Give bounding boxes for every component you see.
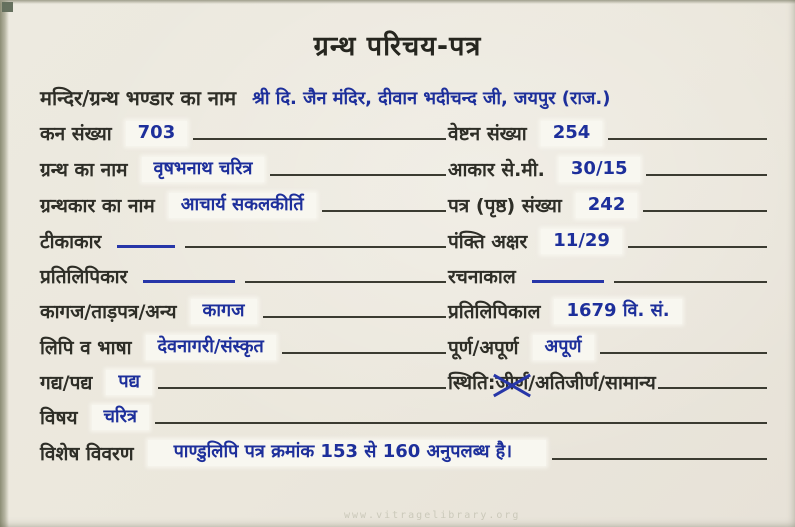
- rule-line: [155, 422, 767, 424]
- field-label-composition-date: रचनाकाल: [448, 266, 516, 289]
- field-value-script-language: देवनागरी/संस्कृत: [146, 335, 276, 361]
- field-size-cm: [448, 157, 769, 183]
- row-copyist-composition: [40, 257, 769, 289]
- blue-ink-dash: [117, 245, 175, 248]
- row-serial-bundle: [40, 114, 769, 146]
- field-commentator: [40, 232, 448, 254]
- field-label-lines-letters: पंक्ति अक्षर: [448, 231, 528, 254]
- rule-line: [193, 138, 446, 140]
- row-commentator-lines: [40, 222, 769, 254]
- field-value-copy-date: 1679 वि. सं.: [554, 299, 681, 325]
- blue-ink-dash: [532, 280, 604, 283]
- field-page-count: [448, 193, 769, 219]
- row-special-details: [40, 434, 769, 466]
- field-value-lines-letters: 11/29: [541, 229, 622, 255]
- rule-line: [270, 174, 446, 176]
- field-value-serial-number: 703: [126, 121, 188, 147]
- field-value-special-details: पाण्डुलिपि पत्र क्रमांक 153 से 160 अनुपलब्ध है।: [148, 440, 547, 467]
- field-value-subject: चरित्र: [92, 405, 149, 431]
- field-value-book-name: वृषभनाथ चरित्र: [142, 157, 265, 183]
- scan-corner-artifact: [2, 2, 13, 12]
- rule-line: [600, 352, 767, 354]
- field-book-name: [40, 157, 448, 183]
- field-value-bhandar-name: श्री दि. जैन मंदिर, दीवान भदीचन्द जी, जयपुर (राज.): [252, 87, 611, 109]
- field-condition-crossed-option: जीर्ण: [495, 372, 529, 395]
- field-value-prose-verse: पद्य: [106, 370, 152, 396]
- field-value-size-cm: 30/15: [559, 157, 640, 183]
- field-copyist: [40, 267, 448, 289]
- row-bookname-size: [40, 150, 769, 182]
- field-label-author-name: ग्रन्थकार का नाम: [40, 195, 155, 218]
- field-prose-verse: [40, 370, 448, 396]
- field-value-material: कागज: [191, 299, 257, 325]
- blue-ink-dash: [143, 280, 235, 283]
- field-label-commentator: टीकाकार: [40, 231, 102, 254]
- rule-line: [185, 246, 446, 248]
- field-label-material: कागज/ताड़पत्र/अन्य: [40, 301, 177, 324]
- field-label-page-count: पत्र (पृष्ठ) संख्या: [448, 195, 562, 218]
- field-serial-number: [40, 121, 448, 147]
- field-material: [40, 299, 448, 325]
- field-composition-date: [448, 267, 769, 289]
- field-copy-date: [448, 299, 769, 325]
- rule-line: [646, 174, 767, 176]
- field-label-bundle-number: वेष्टन संख्या: [448, 123, 527, 146]
- field-label-book-name: ग्रन्थ का नाम: [40, 159, 128, 182]
- row-script-completeness: [40, 328, 769, 360]
- field-label-subject: विषय: [40, 407, 78, 430]
- field-bundle-number: [448, 121, 769, 147]
- rule-line: [643, 210, 767, 212]
- field-value-page-count: 242: [576, 193, 638, 219]
- field-label-condition-suffix: /अतिजीर्ण/सामान्य: [528, 372, 656, 395]
- rule-line: [628, 246, 767, 248]
- scan-edge-top: [0, 0, 795, 4]
- rule-line: [322, 210, 446, 212]
- rule-line: [608, 138, 767, 140]
- field-condition: [448, 373, 769, 395]
- field-label-copy-date: प्रतिलिपिकाल: [448, 301, 541, 324]
- row-material-copydate: [40, 292, 769, 324]
- field-value-completeness: अपूर्ण: [533, 335, 594, 361]
- row-subject: [40, 398, 769, 430]
- watermark-text: www.vitragelibrary.org: [344, 510, 521, 521]
- row-proseverse-condition: [40, 363, 769, 395]
- rule-line: [658, 387, 767, 389]
- rule-line: [263, 316, 446, 318]
- scan-edge-left: [0, 0, 9, 527]
- rule-line: [158, 387, 446, 389]
- field-value-author-name: आचार्य सकलकीर्ति: [169, 193, 316, 219]
- field-label-special-details: विशेष विवरण: [40, 443, 134, 466]
- rule-line: [614, 281, 767, 283]
- field-author-name: [40, 193, 448, 219]
- field-completeness: [448, 335, 769, 361]
- field-script-language: [40, 335, 448, 361]
- rule-line: [552, 458, 767, 460]
- field-label-copyist: प्रतिलिपिकार: [40, 266, 128, 289]
- field-label-completeness: पूर्ण/अपूर्ण: [448, 337, 519, 360]
- card-title: ग्रन्थ परिचय-पत्र: [313, 31, 482, 62]
- rule-line: [282, 352, 446, 354]
- field-label-prose-verse: गद्य/पद्य: [40, 372, 93, 395]
- field-label-serial-number: कन संख्या: [40, 123, 112, 146]
- rule-line: [245, 281, 446, 283]
- field-value-bundle-number: 254: [541, 121, 603, 147]
- field-label-size-cm: आकार से.मी.: [448, 159, 545, 182]
- row-author-pages: [40, 186, 769, 218]
- field-label-condition-prefix: स्थिति:: [448, 372, 496, 395]
- field-label-script-language: लिपि व भाषा: [40, 337, 132, 360]
- row-bhandar-name: [40, 78, 769, 110]
- field-label-bhandar-name: मन्दिर/ग्रन्थ भण्डार का नाम: [40, 86, 237, 110]
- field-lines-letters: [448, 229, 769, 255]
